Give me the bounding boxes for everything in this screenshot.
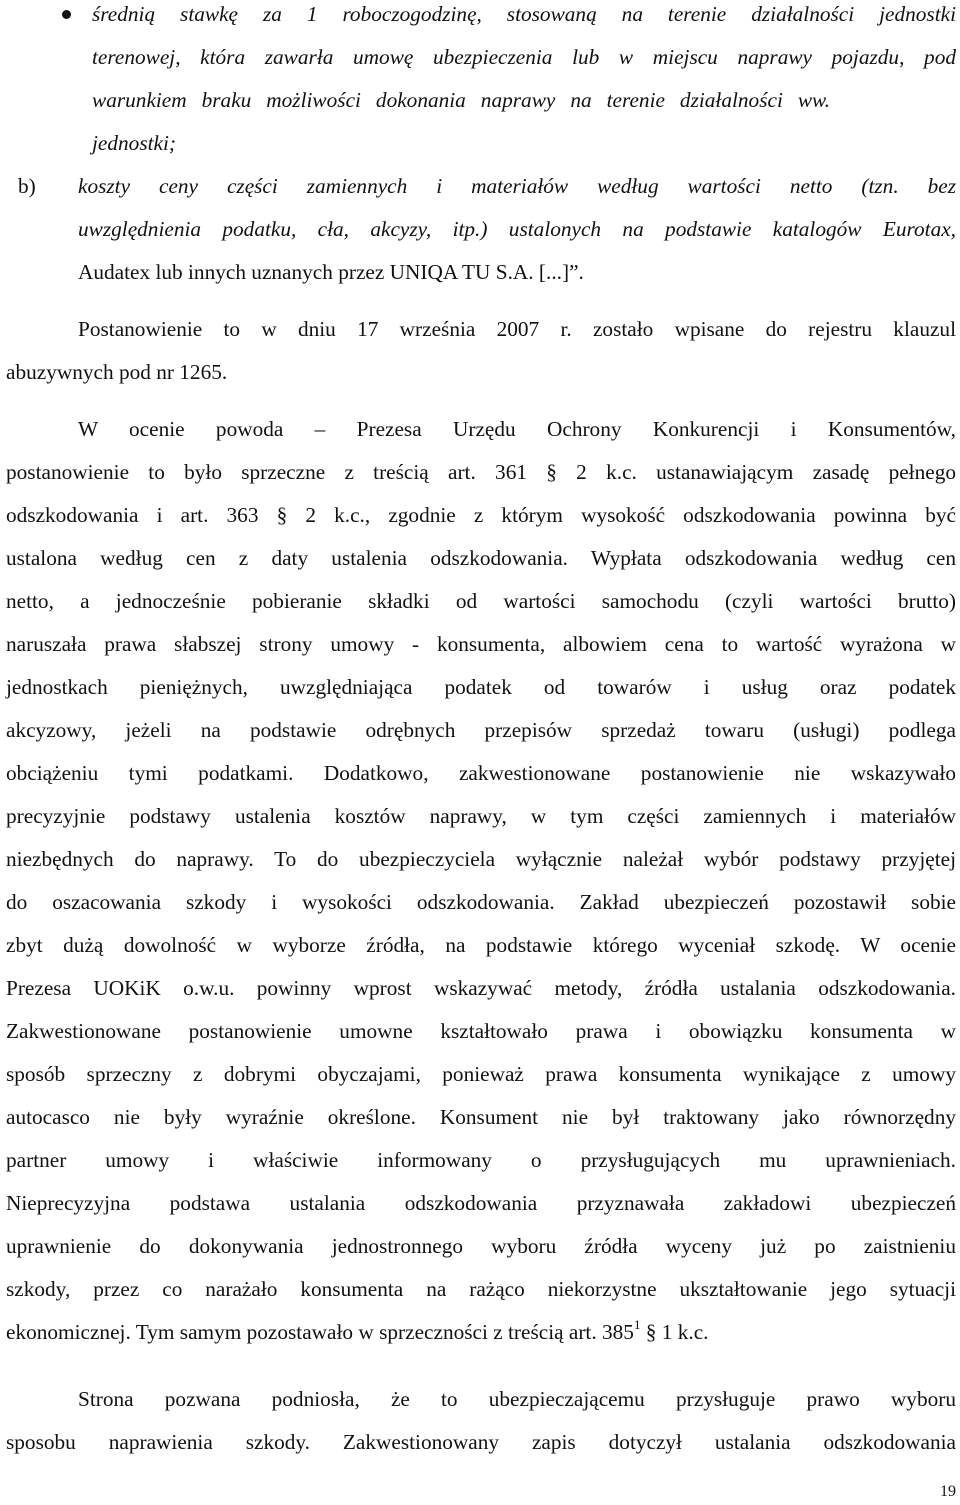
item-b-line: koszty ceny części zamiennych i materiałów według wartości netto (tzn. bez: [78, 174, 956, 198]
list-item-line: warunkiem braku możliwości dokonania naprawy na terenie działalności ww.: [92, 88, 830, 112]
list-item-line: terenowej, która zawarła umowę ubezpieczenia lub w miejscu naprawy pojazdu, pod: [92, 45, 956, 69]
paragraph-line: sposobu naprawienia szkody. Zakwestionowany zapis dotyczył ustalania odszkodowania: [6, 1430, 956, 1454]
paragraph-line: obciążeniu tymi podatkami. Dodatkowo, zakwestionowane postanowienie nie wskazywało: [6, 761, 956, 785]
last-line-tail: § 1 k.c.: [640, 1320, 709, 1344]
paragraph-line: niezbędnych do naprawy. To do ubezpieczyciela wyłącznie należał wybór podstawy przyjętej: [6, 847, 956, 871]
last-line-text: ekonomicznej. Tym samym pozostawało w sprzeczności z treścią art. 385: [6, 1320, 634, 1344]
list-item-line: średnią stawkę za 1 roboczogodzinę, stosowaną na terenie działalności jednostki: [92, 2, 956, 26]
paragraph-line: odszkodowania i art. 363 § 2 k.c., zgodnie z którym wysokość odszkodowania powinna być: [6, 503, 956, 527]
paragraph-line: jednostkach pieniężnych, uwzględniająca podatek od towarów i usług oraz podatek: [6, 675, 956, 699]
paragraph-line: Prezesa UOKiK o.w.u. powinny wprost wskazywać metody, źródła ustalania odszkodowania.: [6, 976, 956, 1000]
paragraph-line: partner umowy i właściwie informowany o przysługujących mu uprawnieniach.: [6, 1148, 956, 1172]
paragraph-line: abuzywnych pod nr 1265.: [6, 360, 228, 384]
paragraph-line: zbyt dużą dowolność w wyborze źródła, na podstawie którego wyceniał szkodę. W ocenie: [6, 933, 956, 957]
paragraph-line: [6, 1318, 956, 1346]
paragraph-line: szkody, przez co narażało konsumenta na rażąco niekorzystne ukształtowanie jego sytuacji: [6, 1277, 956, 1301]
paragraph-line: sposób sprzeczny z dobrymi obyczajami, ponieważ prawa konsumenta wynikające z umowy: [6, 1062, 956, 1086]
paragraph-line: Zakwestionowane postanowienie umowne kształtowało prawa i obowiązku konsumenta w: [6, 1019, 956, 1043]
paragraph-line: autocasco nie były wyraźnie określone. Konsument nie był traktowany jako równorzędny: [6, 1105, 956, 1129]
paragraph-line: uprawnienie do dokonywania jednostronnego wyboru źródła wyceny już po zaistnieniu: [6, 1234, 956, 1258]
bullet-icon: [62, 10, 71, 19]
paragraph-line: postanowienie to było sprzeczne z treścią art. 361 § 2 k.c. ustanawiającym zasadę pełnego: [6, 460, 956, 484]
paragraph-line: netto, a jednocześnie pobieranie składki od wartości samochodu (czyli wartości brutto): [6, 589, 956, 613]
paragraph-line: Nieprecyzyjna podstawa ustalania odszkodowania przyznawała zakładowi ubezpieczeń: [6, 1191, 956, 1215]
paragraph-line: precyzyjnie podstawy ustalenia kosztów naprawy, w tym części zamiennych i materiałów: [6, 804, 956, 828]
superscript: 1: [633, 1316, 641, 1332]
list-item-line: jednostki;: [92, 131, 176, 155]
paragraph-line: Strona pozwana podniosła, że to ubezpieczającemu przysługuje prawo wyboru: [78, 1387, 956, 1411]
paragraph-line: Postanowienie to w dniu 17 września 2007 r. zostało wpisane do rejestru klauzul: [78, 317, 956, 341]
paragraph-line: naruszała prawa słabszej strony umowy - konsumenta, albowiem cena to wartość wyrażona w: [6, 632, 956, 656]
paragraph-line: W ocenie powoda – Prezesa Urzędu Ochrony Konkurencji i Konsumentów,: [78, 417, 956, 441]
paragraph-line: do oszacowania szkody i wysokości odszkodowania. Zakład ubezpieczeń pozostawił sobie: [6, 890, 956, 914]
item-label: b): [18, 174, 36, 198]
paragraph-line: ustalona według cen z daty ustalenia odszkodowania. Wypłata odszkodowania według cen: [6, 546, 956, 570]
page-number: 19: [940, 1483, 956, 1500]
item-b-line: Audatex lub innych uznanych przez UNIQA TU S.A. [...]”.: [78, 260, 584, 284]
paragraph-line: akcyzowy, jeżeli na podstawie odrębnych przepisów sprzedaż towaru (usługi) podlega: [6, 718, 956, 742]
item-b-line: uwzględnienia podatku, cła, akcyzy, itp.) ustalonych na podstawie katalogów Eurotax,: [78, 217, 956, 241]
